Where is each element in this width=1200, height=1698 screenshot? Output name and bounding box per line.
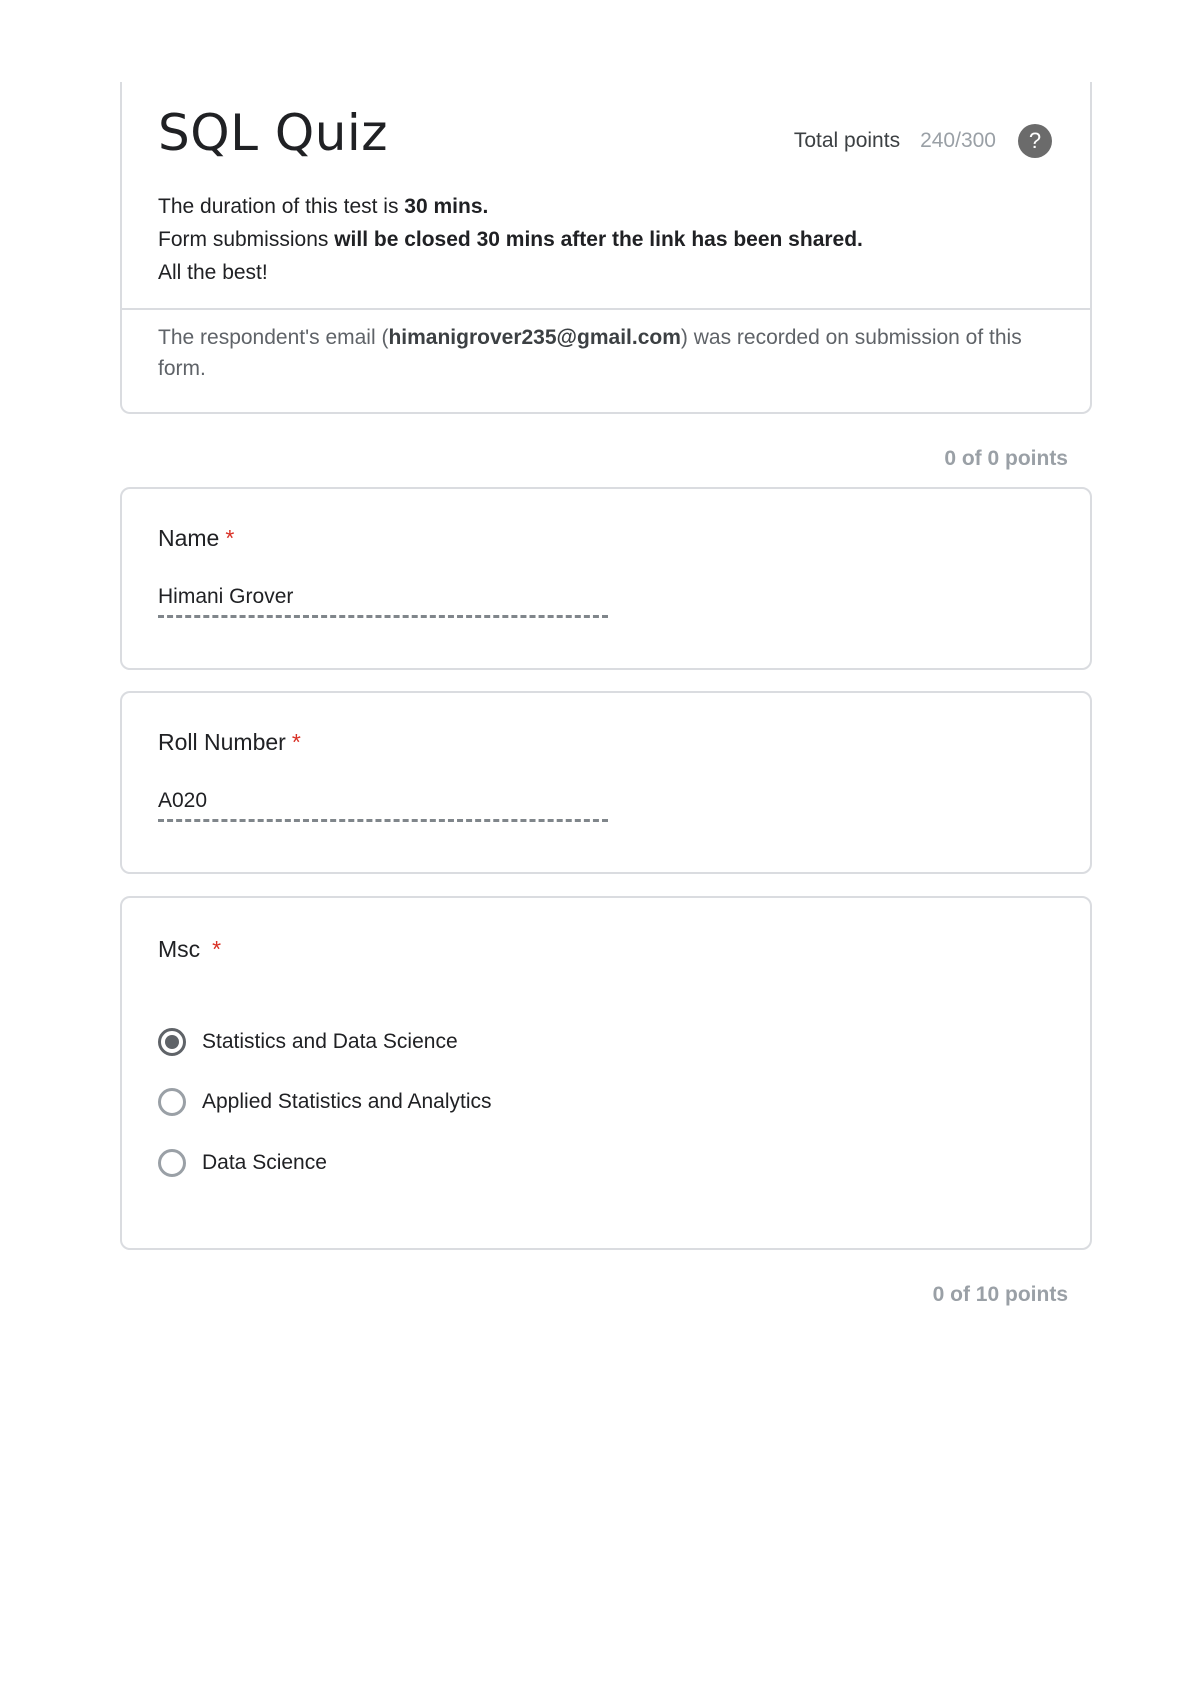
question-card-name [120,487,1092,670]
name-answer-field[interactable]: Himani Grover [158,585,608,618]
question-card-roll-number [120,691,1092,874]
required-marker: * [225,525,235,551]
form-description [158,190,863,289]
form-header-card [120,82,1092,414]
form-header-top [122,82,1090,310]
radio-option[interactable] [158,1028,458,1056]
total-points-label: Total points [793,129,901,152]
radio-unselected-icon[interactable] [158,1088,186,1116]
description-line-1: The duration of this test is 30 mins. [158,195,489,218]
question-mark-icon[interactable]: ? [1018,124,1052,158]
question-title: Roll Number * [158,729,301,755]
question-card-msc [120,896,1092,1250]
section-points: 0 of 10 points [932,1283,1068,1306]
required-marker: * [291,729,301,755]
description-line-2: Form submissions will be closed 30 mins after the link has been shared. [158,228,863,251]
form-title: SQL Quiz [158,104,389,162]
radio-option[interactable] [158,1149,327,1177]
radio-selected-icon[interactable] [158,1028,186,1056]
required-marker: * [212,936,222,962]
respondent-email-note: The respondent's email (himanigrover235@gmail.com) was recorded on submission of this form. [158,326,1022,380]
radio-option-label: Applied Statistics and Analytics [202,1090,492,1113]
total-points-value: 240/300 [920,129,996,152]
radio-option-label: Data Science [202,1151,327,1174]
description-line-3: All the best! [158,261,268,284]
radio-unselected-icon[interactable] [158,1149,186,1177]
respondent-email: himanigrover235@gmail.com [388,326,681,349]
question-title: Name * [158,525,235,551]
radio-option-label: Statistics and Data Science [202,1030,458,1053]
question-title: Msc * [158,936,222,962]
section-points: 0 of 0 points [944,447,1068,470]
radio-option[interactable] [158,1088,492,1116]
total-points [794,124,1052,158]
roll-number-answer-field[interactable]: A020 [158,789,608,822]
